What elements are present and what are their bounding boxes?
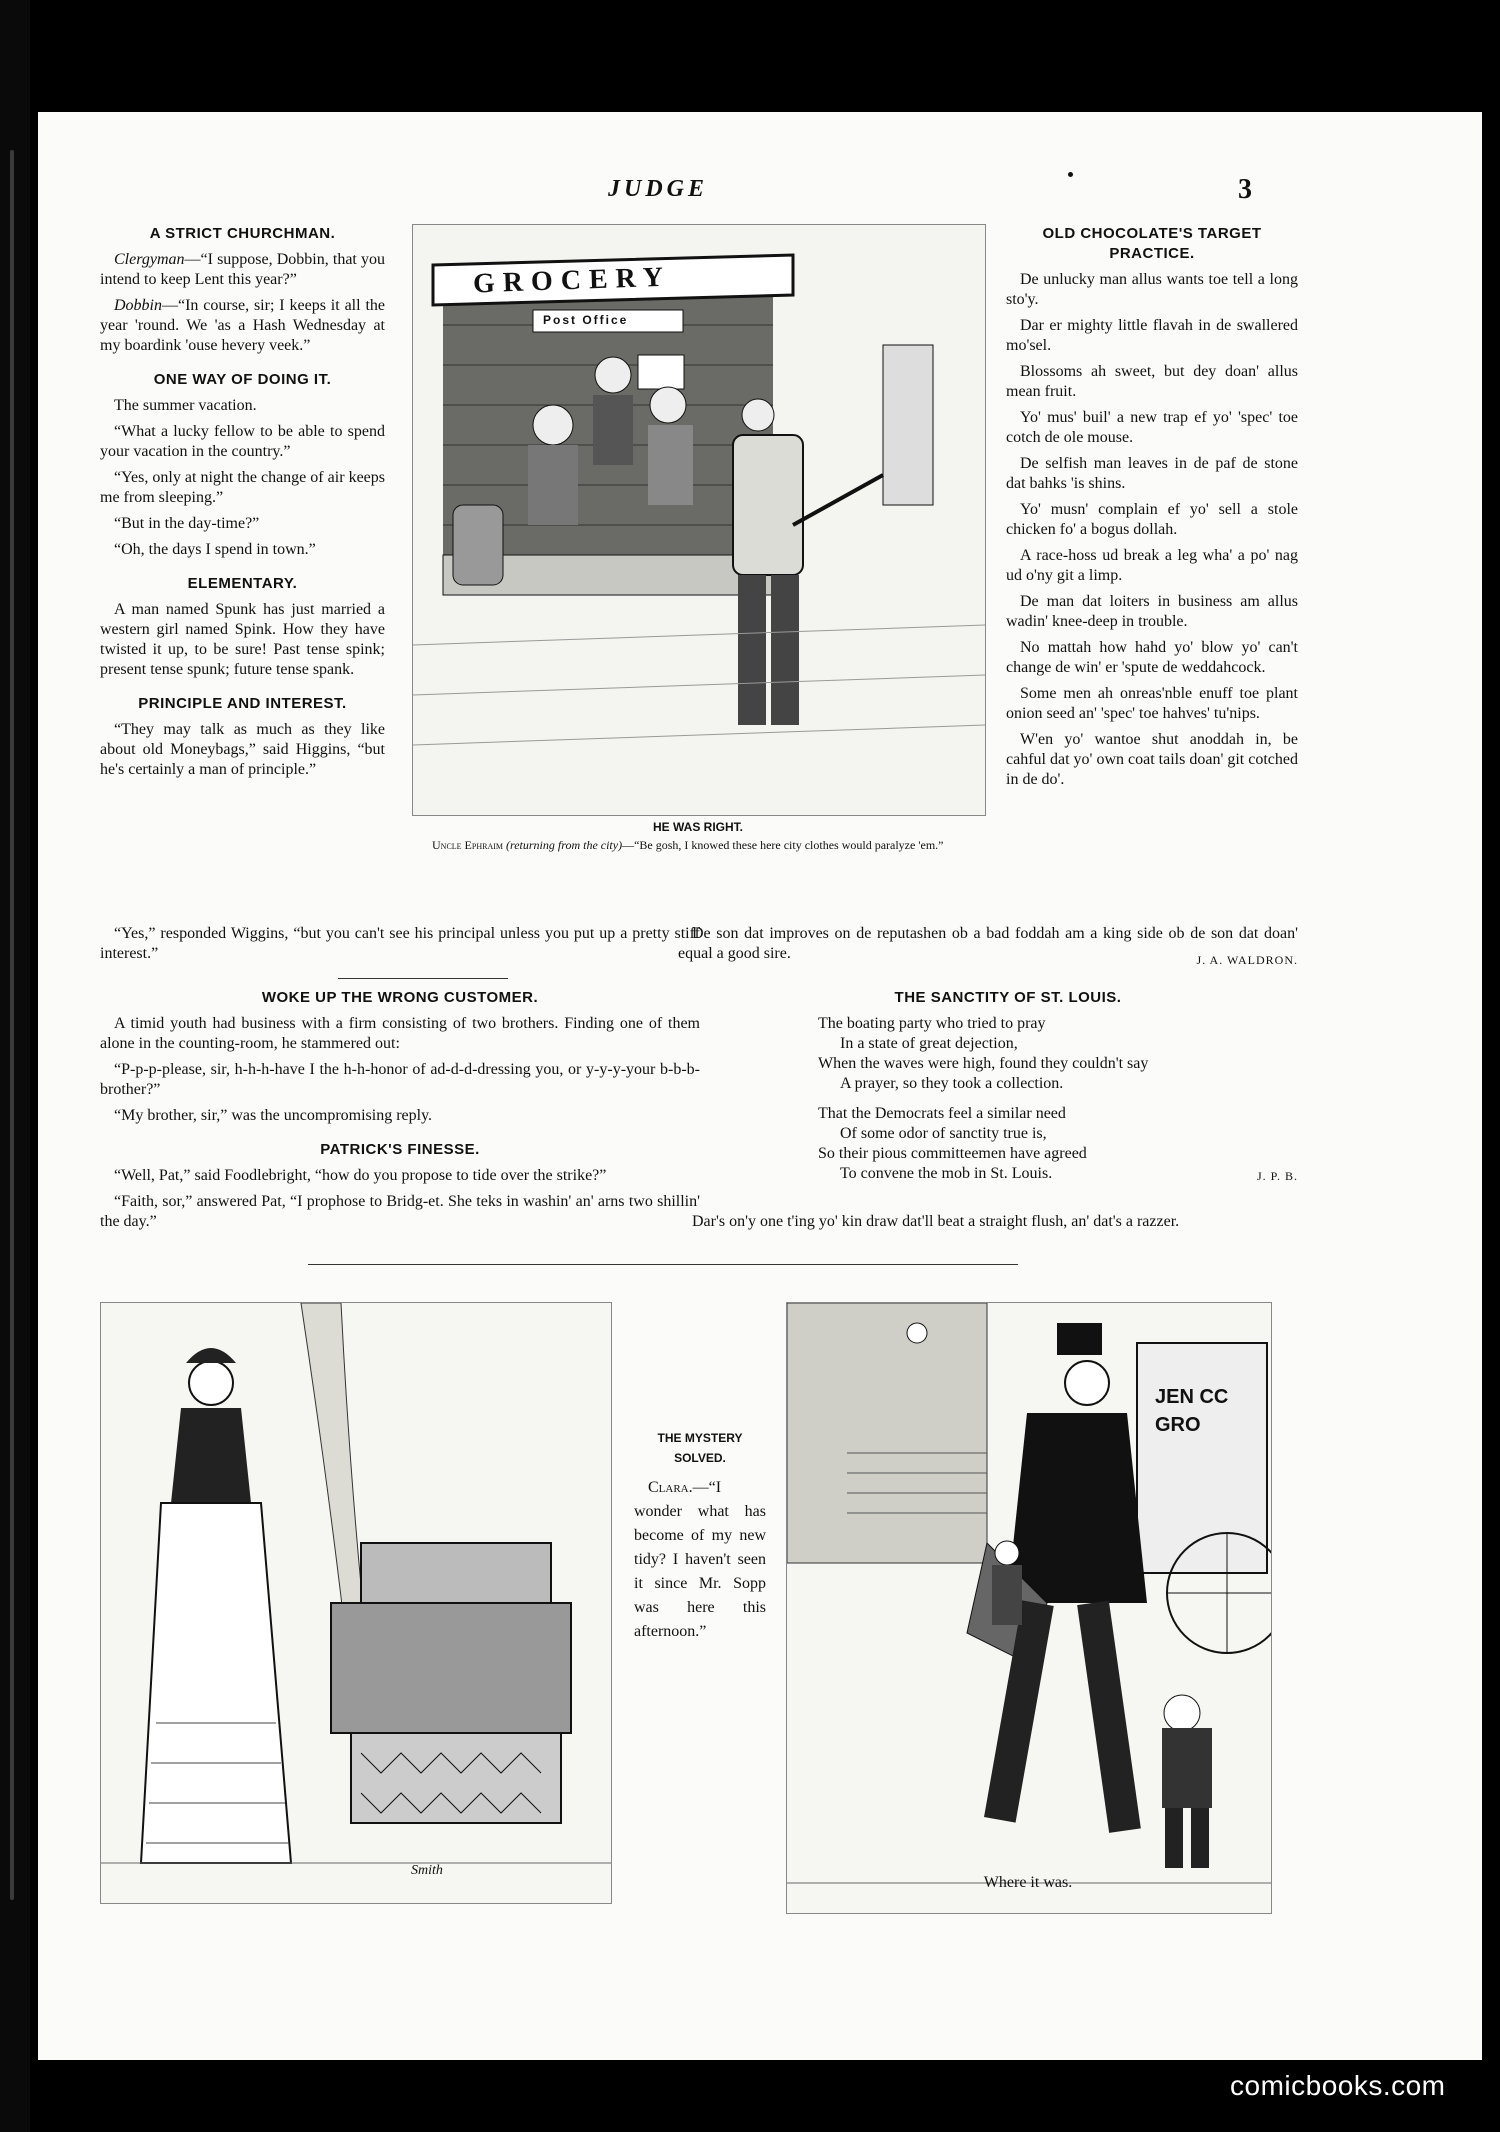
poem-line: So their pious committeemen have agreed [818, 1145, 1087, 1162]
strict-churchman-p2: Dobbin—“In course, sir; I keeps it all the year 'round. We 'as a Hash Wednesday at my boardink 'ouse hevery veek.” [100, 297, 385, 354]
saying: Yo' musn' complain ef yo' sell a stole chicken fo' a bogus dollah. [1006, 501, 1298, 538]
one-way-title: ONE WAY OF DOING IT. [153, 371, 332, 388]
poem-line: To convene the mob in St. Louis. [840, 1165, 1053, 1182]
closing-saying: De son dat improves on de reputashen ob a bad foddah am a king side ob de son dat doan' equal a good sire. [678, 925, 1298, 962]
saying: No mattah how hahd yo' blow yo' can't change de win' er 'spute de weddahcock. [1006, 639, 1298, 676]
mystery-solved [634, 1428, 766, 1650]
grocery-cartoon [412, 224, 986, 816]
running-head: JUDGE [608, 176, 709, 202]
grocery-caption: Uncle Ephraim (returning from the city)—“Be gosh, I knowed these here city clothes would paralyze 'em.” [432, 838, 944, 852]
jpb-signature: J. P. B. [1256, 1169, 1298, 1183]
principle-text-2: “Yes,” responded Wiggins, “but you can't see his principal unless you put up a pretty stiff interest.” [100, 925, 700, 962]
poem-line: Of some odor of sanctity true is, [840, 1125, 1047, 1142]
target-practice-closing [678, 924, 1298, 970]
bottom-rule [308, 1264, 1018, 1265]
strict-churchman-p1: Clergyman—“I suppose, Dobbin, that you intend to keep Lent this year?” [100, 251, 385, 288]
saying: Yo' mus' buil' a new trap ef yo' 'spec' toe cotch de ole mouse. [1006, 409, 1298, 446]
saying: De selfish man leaves in de paf de stone dat bahks 'is shins. [1006, 455, 1298, 492]
woke-up-text-3: “My brother, sir,” was the uncompromising reply. [114, 1107, 433, 1124]
magazine-page [38, 112, 1482, 2060]
site-watermark: comicbooks.com [1230, 2070, 1446, 2101]
grocery-illustration [413, 225, 985, 815]
saying: De man dat loiters in business am allus wadin' knee-deep in trouble. [1006, 593, 1298, 630]
woke-up-text: A timid youth had business with a firm consisting of two brothers. Finding one of them alone in the counting-room, he stammered out: [100, 1015, 700, 1052]
poem-line: In a state of great dejection, [840, 1035, 1018, 1052]
target-practice-title: OLD CHOCOLATE'S TARGET PRACTICE. [1042, 225, 1262, 262]
st-louis-poem [718, 988, 1298, 1186]
section-rule [338, 978, 508, 979]
razzer-text: Dar's on'y one t'ing yo' kin draw dat'll beat a straight flush, an' dat's a razzer. [692, 1213, 1180, 1230]
print-speck [1068, 172, 1073, 177]
patrick-text-2: “Faith, sor,” answered Pat, “I prophose to Bridg-et. She teks in washin' an' arns two shillin' the day.” [100, 1193, 700, 1230]
middle-left-column [100, 988, 700, 1238]
poem-line: The boating party who tried to pray [818, 1015, 1046, 1032]
one-way-line: “Yes, only at night the change of air keeps me from sleeping.” [100, 469, 385, 506]
patrick-text: “Well, Pat,” said Foodlebright, “how do you propose to tide over the strike?” [114, 1167, 607, 1184]
saying: W'en yo' wantoe shut anoddah in, be cahful dat yo' own coat tails doan' git cotched in de do'. [1006, 731, 1298, 788]
saying: Dar er mighty little flavah in de swallered mo'sel. [1006, 317, 1298, 354]
saying: De unlucky man allus wants toe tell a long sto'y. [1006, 271, 1298, 308]
saying: A race-hoss ud break a leg wha' a po' nag ud o'ny git a limp. [1006, 547, 1298, 584]
book-spine [0, 0, 30, 2132]
parlor-illustration [100, 1302, 612, 1904]
one-way-line: “What a lucky fellow to be able to spend your vacation in the country.” [100, 423, 385, 460]
one-way-line: “Oh, the days I spend in town.” [114, 541, 316, 558]
one-way-line: “But in the day-time?” [114, 515, 260, 532]
street-illustration [786, 1302, 1272, 1914]
elementary-text: A man named Spunk has just married a western girl named Spink. How they have twisted it up, to be sure! Past tense spink; present tense spunk; future tense spank. [100, 601, 385, 678]
mystery-title-2: SOLVED. [674, 1451, 726, 1465]
grocery-caption-block [412, 820, 984, 853]
page-number: 3 [1238, 174, 1252, 205]
grocery-sign: GROCERY [472, 261, 672, 300]
principle-text: “They may talk as much as they like about old Moneybags,” said Higgins, “but he's certainly a man of principle.” [100, 721, 385, 778]
grocery-wagon-sign: JEN CC GRO [1155, 1386, 1229, 1436]
poem-line: A prayer, so they took a collection. [840, 1075, 1064, 1092]
st-louis-title: THE SANCTITY OF ST. LOUIS. [894, 989, 1122, 1006]
artist-signature: Smith [411, 1863, 443, 1878]
principle-continued [100, 924, 700, 970]
mystery-title-1: THE MYSTERY [657, 1431, 743, 1445]
saying: Blossoms ah sweet, but dey doan' allus mean fruit. [1006, 363, 1298, 400]
patrick-title: PATRICK'S FINESSE. [320, 1141, 480, 1158]
poem-line: That the Democrats feel a similar need [818, 1105, 1066, 1122]
post-office-sign: Post Office [543, 313, 629, 327]
principle-title: PRINCIPLE AND INTEREST. [138, 695, 347, 712]
razzer-closing [678, 1212, 1298, 1238]
woke-up-text-2: “P-p-p-please, sir, h-h-h-have I the h-h-honor of ad-d-d-dressing you, or y-y-y-your b-b-b-brother?” [100, 1061, 700, 1098]
right-column [1006, 224, 1298, 796]
street-caption: Where it was. [983, 1874, 1073, 1891]
grocery-caption-title: HE WAS RIGHT. [652, 820, 743, 834]
mystery-text: Clara.—“I wonder what has become of my new tidy? I haven't seen it since Mr. Sopp was here this afternoon.” [634, 1479, 766, 1640]
woman-and-chair-drawing [101, 1303, 611, 1903]
waldron-signature: J. A. WALDRON. [1196, 953, 1298, 967]
elementary-title: ELEMENTARY. [187, 575, 298, 592]
left-column [100, 224, 385, 786]
stanza-1 [718, 1014, 1298, 1094]
woke-up-title: WOKE UP THE WRONG CUSTOMER. [261, 989, 539, 1006]
poem-line: When the waves were high, found they couldn't say [818, 1055, 1149, 1072]
strict-churchman-title: A STRICT CHURCHMAN. [149, 225, 336, 242]
saying: Some men ah onreas'nble enuff toe plant onion seed an' 'spec' toe hahves' tu'nips. [1006, 685, 1298, 722]
one-way-line: The summer vacation. [114, 397, 257, 414]
